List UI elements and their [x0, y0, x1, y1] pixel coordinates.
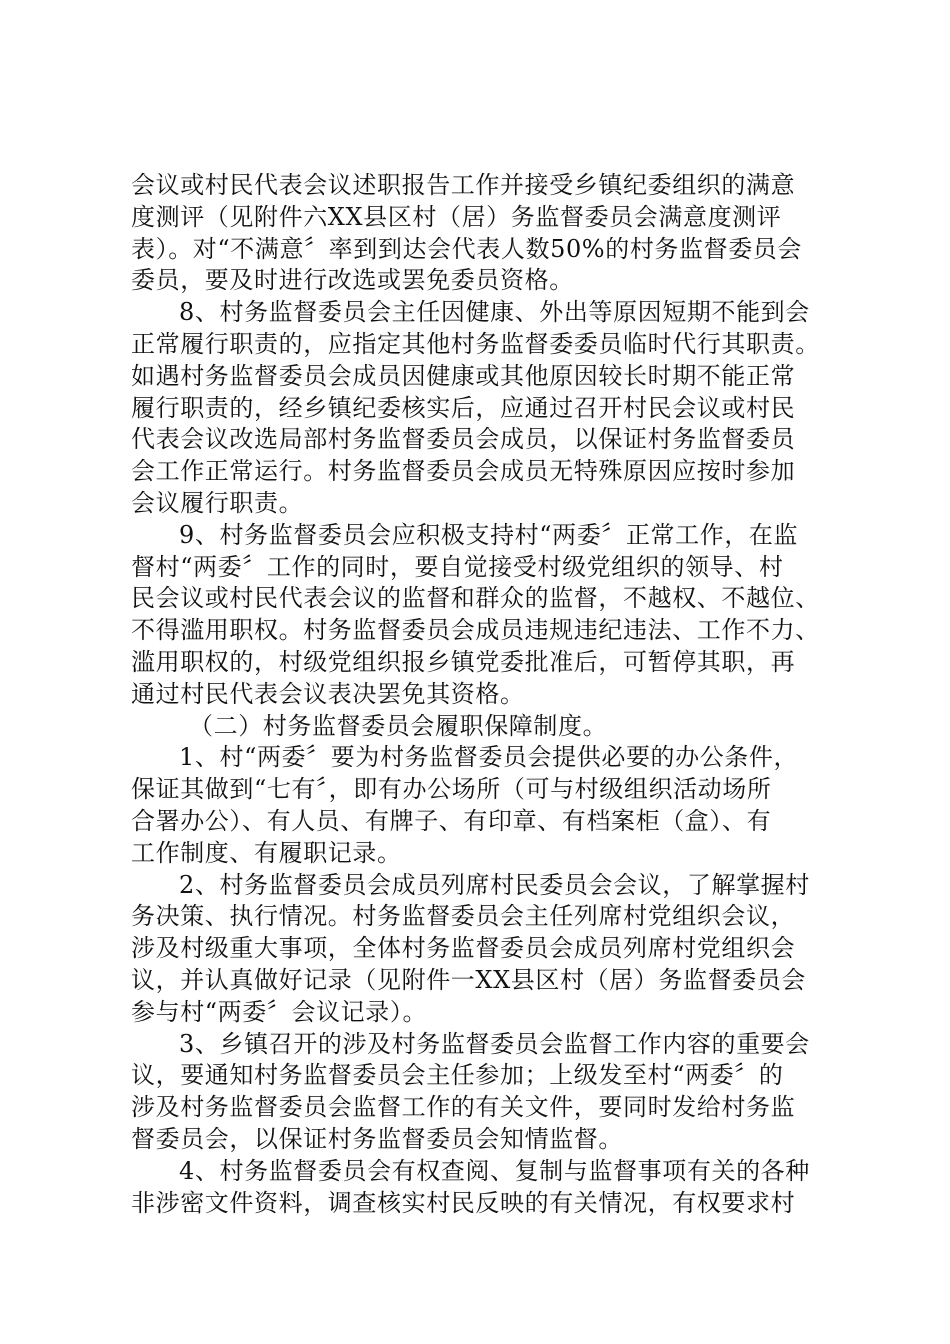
text-line: 不得滥用职权。村务监督委员会成员违规违纪违法、工作不力、	[131, 616, 820, 645]
paragraph-start-line: 9、村务监督委员会应积极支持村“两委〞正常工作，在监	[179, 520, 799, 549]
text-line: 正常履行职责的，应指定其他村务监督委委员临时代行其职责。	[131, 329, 820, 358]
text-line: 代表会议改选局部村务监督委员会成员，以保证村务监督委员	[131, 425, 796, 454]
text-line: 涉及村务监督委员会监督工作的有关文件，要同时发给村务监	[131, 1093, 796, 1122]
text-line: 涉及村级重大事项，全体村务监督委员会成员列席村党组织会	[131, 934, 796, 963]
text-line: 议，并认真做好记录（见附件一XX县区村（居）务监督委员会	[131, 965, 806, 994]
document-body	[131, 170, 831, 1219]
text-line: 民会议或村民代表会议的监督和群众的监督，不越权、不越位、	[131, 584, 820, 613]
text-line: 工作制度、有履职记录。	[131, 838, 402, 867]
text-line: 如遇村务监督委员会成员因健康或其他原因较长时期不能正常	[131, 361, 796, 390]
text-line: 合署办公）、有人员、有牌子、有印章、有档案柜（盒）、有	[131, 806, 772, 835]
paragraph-start-line: 3、乡镇召开的涉及村务监督委员会监督工作内容的重要会	[179, 1029, 810, 1058]
text-line: 委员，要及时进行改选或罢免委员资格。	[131, 266, 574, 295]
text-line: 滥用职权的，村级党组织报乡镇党委批准后，可暂停其职，再	[131, 647, 796, 676]
text-line: 参与村“两委〞会议记录）。	[131, 997, 428, 1026]
text-line: 通过村民代表会议表决罢免其资格。	[131, 679, 525, 708]
text-line: 履行职责的，经乡镇纪委核实后，应通过召开村民会议或村民	[131, 393, 796, 422]
section-heading: （二）村务监督委员会履职保障制度。	[189, 711, 608, 740]
text-line: 会议或村民代表会议述职报告工作并接受乡镇纪委组织的满意	[131, 171, 796, 199]
text-line: 会议履行职责。	[131, 488, 304, 517]
text-line: 度测评（见附件六XX县区村（居）务监督委员会满意度测评	[131, 202, 782, 231]
text-line: 会工作正常运行。村务监督委员会成员无特殊原因应按时参加	[131, 457, 796, 486]
text-line: 督委员会，以保证村务监督委员会知情监督。	[131, 1124, 623, 1153]
text-line: 议，要通知村务监督委员会主任参加；上级发至村“两委〞的	[131, 1061, 784, 1090]
text-line: 非涉密文件资料，调查核实村民反映的有关情况，有权要求村	[131, 1188, 796, 1217]
paragraph-start-line: 2、村务监督委员会成员列席村民委员会会议，了解掌握村	[179, 870, 810, 899]
text-line: 保证其做到“七有〞，即有办公场所（可与村级组织活动场所	[131, 775, 772, 804]
text-line: 督村“两委〞工作的同时，要自觉接受村级党组织的领导、村	[131, 552, 784, 581]
text-line: 表）。对“不满意〞率到到达会代表人数50%的村务监督委员会	[131, 234, 803, 263]
paragraph-start-line: 1、村“两委〞要为村务监督委员会提供必要的办公条件，	[179, 743, 799, 772]
text-line: 务决策、执行情况。村务监督委员会主任列席村党组织会议，	[131, 902, 796, 931]
paragraph-start-line: 4、村务监督委员会有权查阅、复制与监督事项有关的各种	[179, 1156, 810, 1185]
paragraph-start-line: 8、村务监督委员会主任因健康、外出等原因短期不能到会	[179, 298, 810, 327]
